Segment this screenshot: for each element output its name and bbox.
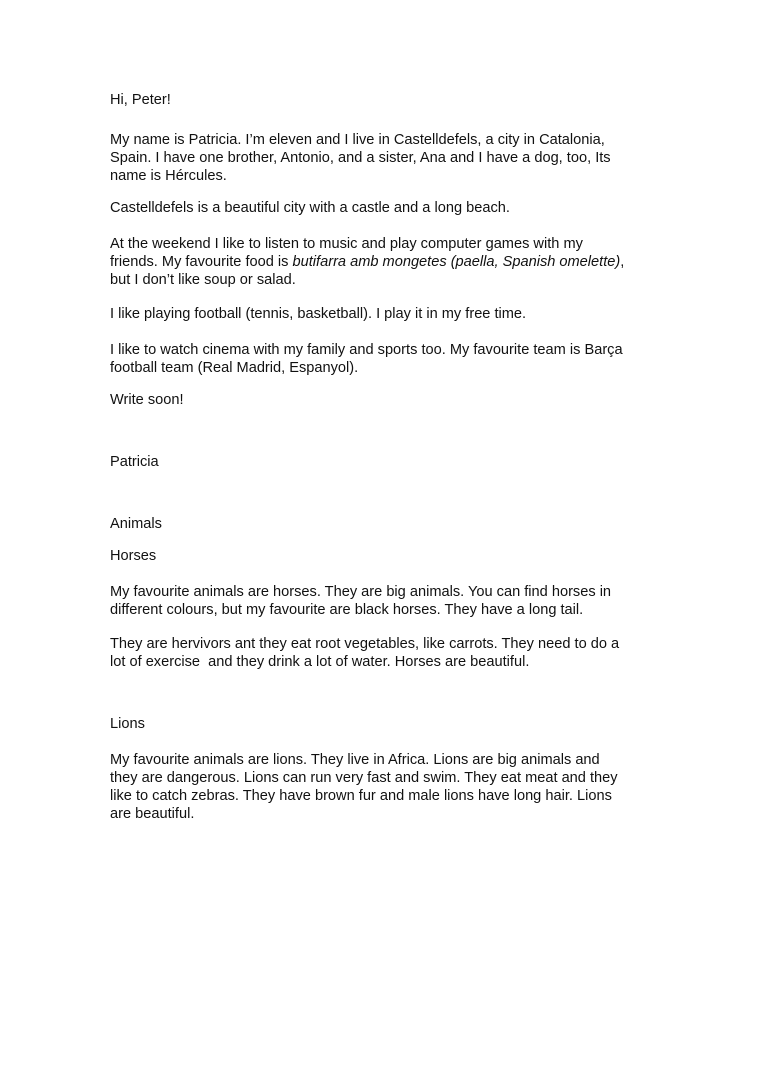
horses-heading-text: Horses	[110, 548, 157, 564]
text-line: My favourite animals are horses. They are big animals. You can find horses in	[110, 584, 612, 600]
horses-heading	[110, 547, 670, 565]
paragraph-introduction	[110, 131, 670, 185]
paragraph-cinema	[110, 341, 670, 377]
closing	[110, 391, 670, 409]
paragraph-horses-2	[110, 635, 670, 671]
text-segment: ,	[620, 254, 625, 270]
signature-text: Patricia	[110, 454, 159, 470]
text-line: My name is Patricia. I’m eleven and I live in Castelldefels, a city in Catalonia,	[110, 132, 605, 148]
text-line: I like to watch cinema with my family and sports too. My favourite team is Barça	[110, 342, 623, 358]
text-line: football team (Real Madrid, Espanyol).	[110, 360, 359, 376]
closing-text: Write soon!	[110, 392, 184, 408]
text-line: They are hervivors ant they eat root vegetables, like carrots. They need to do a	[110, 636, 620, 652]
greeting	[110, 91, 670, 109]
text-line: are beautiful.	[110, 806, 195, 822]
paragraph-football	[110, 305, 670, 323]
animals-title	[110, 515, 670, 533]
text-line: Spain. I have one brother, Antonio, and a sister, Ana and I have a dog, too, Its	[110, 150, 611, 166]
text-line: but I don’t like soup or salad.	[110, 272, 296, 288]
text-line	[110, 253, 670, 271]
text-segment: friends. My favourite food is	[110, 254, 293, 270]
text-line: lot of exercise and they drink a lot of water. Horses are beautiful.	[110, 654, 530, 670]
text-line: like to catch zebras. They have brown fur and male lions have long hair. Lions	[110, 788, 612, 804]
text-line: different colours, but my favourite are black horses. They have a long tail.	[110, 602, 584, 618]
lions-heading-text: Lions	[110, 716, 145, 732]
paragraph-lions	[110, 751, 670, 823]
text-line: My favourite animals are lions. They live in Africa. Lions are big animals and	[110, 752, 600, 768]
paragraph-horses-1	[110, 583, 670, 619]
paragraph-city	[110, 199, 670, 217]
signature	[110, 453, 670, 471]
italic-food: butifarra amb mongetes (paella, Spanish omelette)	[292, 254, 621, 270]
text-line: At the weekend I like to listen to music and play computer games with my	[110, 236, 583, 252]
text-line: they are dangerous. Lions can run very fast and swim. They eat meat and they	[110, 770, 618, 786]
lions-heading	[110, 715, 670, 733]
animals-title-text: Animals	[110, 516, 162, 532]
greeting-text: Hi, Peter!	[110, 92, 171, 108]
paragraph-weekend	[110, 235, 670, 289]
text-line: name is Hércules.	[110, 168, 227, 184]
text-line: I like playing football (tennis, basketball). I play it in my free time.	[110, 306, 527, 322]
text-line: Castelldefels is a beautiful city with a castle and a long beach.	[110, 200, 510, 216]
